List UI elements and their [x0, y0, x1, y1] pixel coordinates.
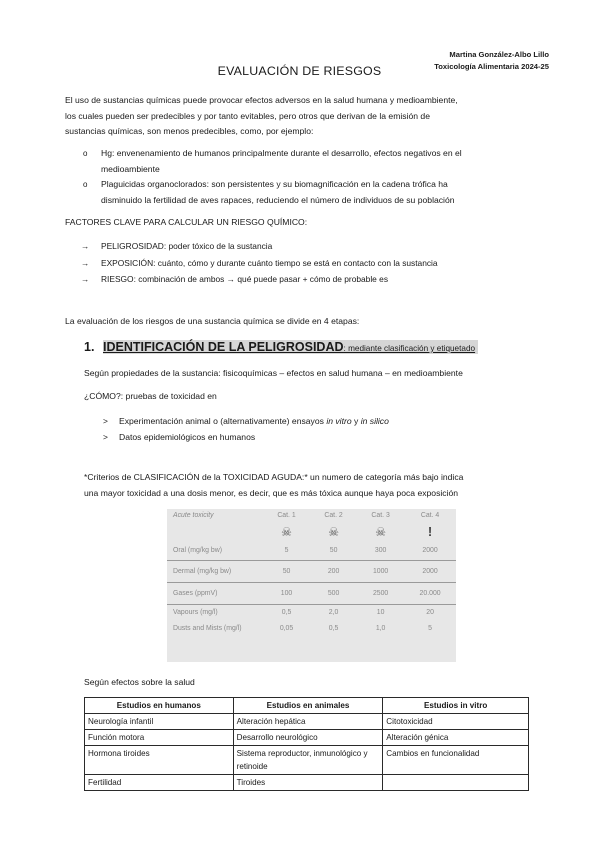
cell-value: 2500: [357, 582, 404, 604]
table-cell: Citotoxicidad: [383, 714, 529, 730]
stages-intro: La evaluación de los riesgos de una sustancia química se divide en 4 etapas:: [65, 316, 360, 326]
table-cell: Fertilidad: [85, 775, 234, 791]
arrow-icon: →: [81, 274, 90, 284]
cell-value: 0,5: [328, 624, 339, 632]
row-label: Dusts and Mists (mg/l): [173, 624, 242, 632]
skull-icon: ☠: [281, 524, 292, 539]
cell-value: 200: [310, 560, 357, 582]
arrow-icon: →: [81, 241, 90, 251]
test-text: Experimentación animal o (alternativamente) ensayos: [119, 416, 327, 426]
factor-item: [81, 272, 389, 288]
cell-value: 50: [310, 542, 357, 560]
cell-value: 500: [310, 582, 357, 604]
test-item: [103, 430, 256, 446]
table-cell: Desarrollo neurológico: [233, 730, 383, 746]
table-header-row: [85, 698, 529, 714]
criteria-line-2: una mayor toxicidad a una dosis menor, es decir, que es más tóxica aunque haya poca exposición: [84, 488, 459, 498]
intro-line-2: los cuales pueden ser predecibles y por tanto evitables, pero otros que derivan de la emisión de: [65, 111, 430, 121]
table-cell: [383, 775, 529, 791]
skull-icon: ☠: [328, 524, 339, 539]
table-cell: Alteración hepática: [233, 714, 383, 730]
cell-value: 5: [428, 624, 432, 632]
test-text: Datos epidemiológicos en humanos: [119, 432, 256, 442]
cell-value: 1,0: [375, 624, 386, 632]
table-cell: Cambios en funcionalidad: [383, 746, 529, 775]
bullet-marker: >: [103, 416, 108, 426]
cell-value: 100: [263, 582, 310, 604]
example-item: [83, 177, 448, 193]
bullet-marker: >: [103, 432, 108, 442]
cell-value: 300: [357, 542, 404, 560]
table-cell: Neurología infantil: [85, 714, 234, 730]
cell-value: 50: [263, 560, 310, 582]
table-cell: Alteración génica: [383, 730, 529, 746]
arrow-icon: →: [81, 258, 90, 268]
health-title: Según efectos sobre la salud: [84, 677, 195, 687]
table-row: [85, 730, 529, 746]
section-heading: [84, 340, 504, 358]
properties-text: Según propiedades de la sustancia: fisicoquímicas – efectos en salud humana – en medioambiente: [84, 368, 463, 378]
table-cell: Sistema reproductor, inmunológico y retinoide: [233, 746, 383, 775]
table-cell: Hormona tiroides: [85, 746, 234, 775]
cell-value: 0,5: [281, 608, 292, 616]
row-label: Vapours (mg/l): [173, 608, 218, 616]
factor-text: PELIGROSIDAD: poder tóxico de la sustancia: [101, 241, 273, 251]
factor-text: EXPOSICIÓN: cuánto, cómo y durante cuánto tiempo se está en contacto con la sustancia: [101, 258, 438, 268]
column-header: Estudios en humanos: [85, 698, 234, 714]
acute-toxicity-table: [167, 509, 456, 662]
category-label: Cat. 2: [324, 511, 343, 519]
column-header: Estudios in vitro: [383, 698, 529, 714]
bullet-marker: o: [83, 180, 88, 189]
table-row: [85, 714, 529, 730]
blank-cell: [167, 521, 263, 542]
table-row: [85, 746, 529, 775]
cell-value: 20: [426, 608, 434, 616]
example-continuation: medioambiente: [101, 164, 160, 174]
intro-line-3: sustancias químicas, son menos predecibles, como, por ejemplo:: [65, 126, 314, 136]
section-title-highlight: [103, 340, 478, 354]
cell-value: 5: [263, 542, 310, 560]
section-title: IDENTIFICACIÓN DE LA PELIGROSIDAD: [103, 340, 344, 354]
exclamation-icon: !: [427, 523, 433, 539]
cell-value: 10: [376, 608, 385, 616]
table-cell: Tiroides: [233, 775, 383, 791]
category-label: Cat. 3: [371, 511, 390, 519]
example-continuation: disminuido la fertilidad de aves rapaces, reduciendo el número de individuos de su población: [101, 195, 455, 205]
section-number: 1.: [84, 340, 95, 354]
skull-icon: ☠: [375, 524, 386, 539]
cell-value: 2000: [404, 542, 456, 560]
cell-value: 0,05: [279, 624, 294, 632]
criteria-line-1: *Criterios de CLASIFICACIÓN de la TOXICIDAD AGUDA:* un numero de categoría más bajo indica: [84, 472, 464, 482]
bullet-marker: o: [83, 149, 88, 158]
table-row: [85, 775, 529, 791]
section-subtitle: : mediante clasificación y etiquetado: [343, 344, 476, 353]
category-label: Cat. 1: [277, 511, 296, 519]
course-name: Toxicología Alimentaria 2024-25: [434, 62, 549, 71]
example-text: Plaguicidas organoclorados: son persistentes y su biomagnificación en la cadena trófica ha: [101, 179, 448, 189]
column-header: Estudios en animales: [233, 698, 383, 714]
cell-value: 2000: [404, 560, 456, 582]
example-text: Hg: envenenamiento de humanos principalmente durante el desarrollo, efectos negativos en el: [101, 148, 462, 158]
test-text: y: [351, 416, 361, 426]
factors-title: FACTORES CLAVE PARA CALCULAR UN RIESGO QUÍMICO:: [65, 217, 308, 227]
how-text: ¿CÓMO?: pruebas de toxicidad en: [84, 391, 217, 401]
table-cell: Función motora: [85, 730, 234, 746]
test-italic: in vitro: [326, 416, 352, 426]
cell-value: 2,0: [328, 608, 339, 616]
cell-value: 1000: [357, 560, 404, 582]
factor-item: [81, 256, 438, 272]
test-italic: in silico: [360, 416, 389, 426]
author-name: Martina González-Albo Lillo: [449, 50, 549, 59]
test-item: [103, 414, 389, 430]
health-effects-table: [84, 697, 529, 791]
example-item: [83, 146, 462, 162]
factor-item: [81, 239, 273, 255]
category-label: Cat. 4: [420, 511, 440, 519]
row-label: Oral (mg/kg bw): [167, 542, 263, 560]
row-label: Gases (ppmV): [167, 582, 263, 604]
cell-value: 20.000: [404, 582, 456, 604]
factor-text: RIESGO: combinación de ambos → qué puede pasar + cómo de probable es: [101, 274, 389, 284]
acute-header: Acute toxicity: [173, 511, 214, 519]
page-title: EVALUACIÓN DE RIESGOS: [217, 64, 382, 78]
intro-line-1: El uso de sustancias químicas puede provocar efectos adversos en la salud humana y medioambiente,: [65, 95, 458, 105]
row-label: Dermal (mg/kg bw): [167, 560, 263, 582]
